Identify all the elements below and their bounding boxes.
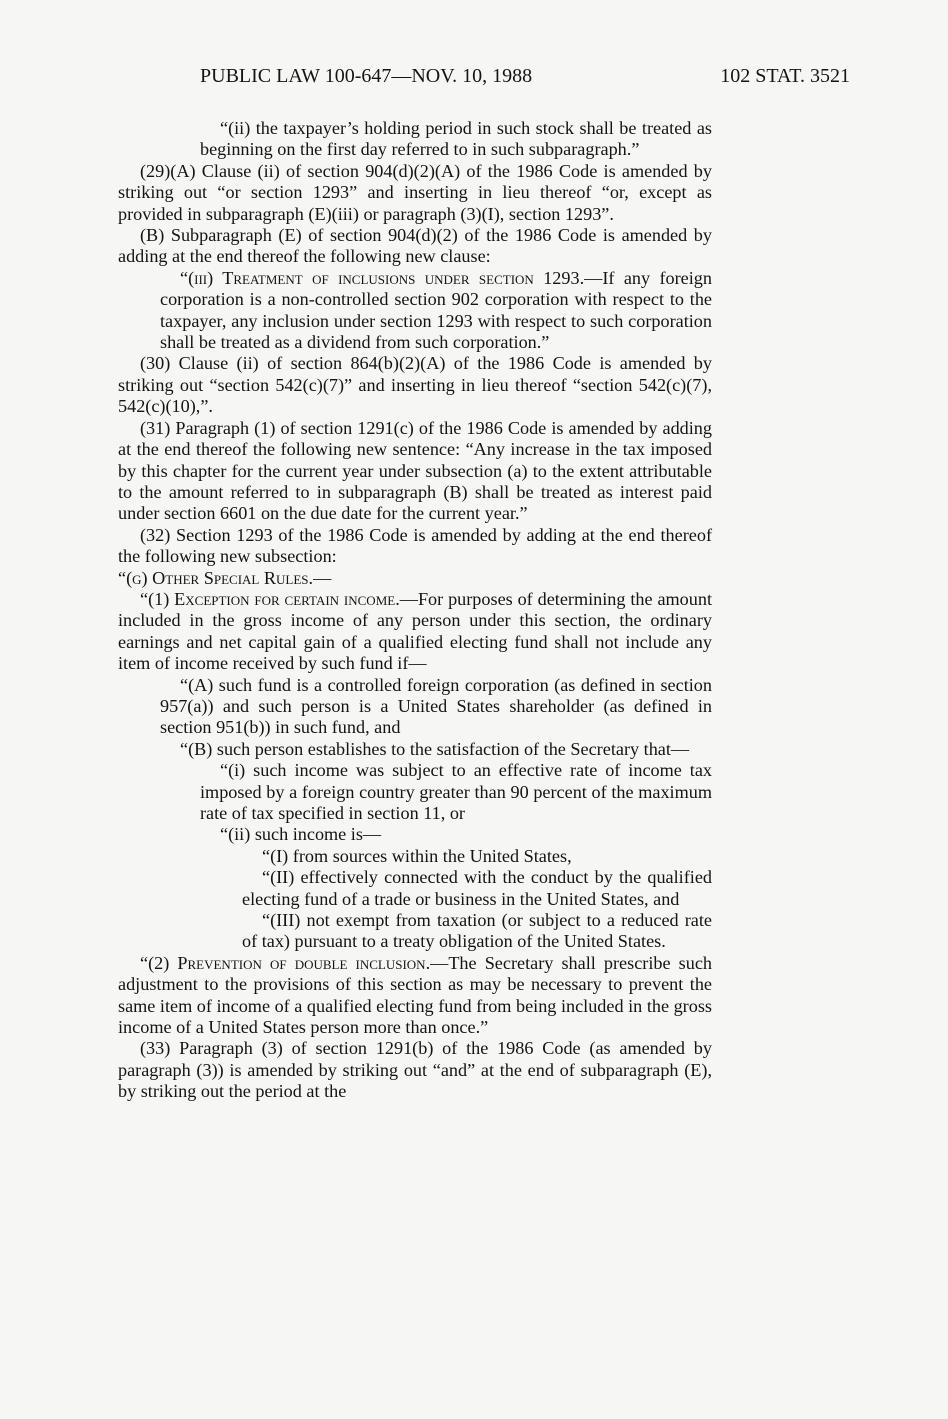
paragraph-33: (33) Paragraph (3) of section 1291(b) of the 1986 Code (as amended by paragraph (3)) is amended by striking out “and” at the end of subparagraph (E), by striking out the period at the [118,1038,712,1102]
paragraph-g1-b-ii-I: “(I) from sources within the United States, [262,845,572,866]
page-header [200,63,850,93]
paragraph-29b: (B) Subparagraph (E) of section 904(d)(2) of the 1986 Code is amended by adding at the end thereof the following new clause: [118,225,712,267]
heading-other-special-rules: “(g) Other Special Rules. [118,567,314,588]
paragraph-g1-b-ii-II: “(II) effectively connected with the conduct by the qualified electing fund of a trade or business in the United States, and [242,867,712,909]
paragraph-clause-ii: “(ii) the taxpayer’s holding period in such stock shall be treated as beginning on the first day referred to in such subparagraph.” [200,118,712,160]
paragraph-29a: (29)(A) Clause (ii) of section 904(d)(2)(A) of the 1986 Code is amended by striking out “or section 1293” and inserting in lieu thereof “or, except as provided in subparagraph (E)(iii) or paragraph (3)(I), section 1293”. [118,160,712,224]
paragraph-g-heading [118,568,712,589]
page-header-title: PUBLIC LAW 100-647—NOV. 10, 1988 [200,65,533,87]
paragraph-g1-a: “(A) such fund is a controlled foreign corporation (as defined in section 957(a)) and such person is a United States shareholder (as defined in section 951(b)) in such fund, and [160,674,712,738]
paragraph-31: (31) Paragraph (1) of section 1291(c) of the 1986 Code is amended by adding at the end thereof the following new sentence: “Any increase in the tax imposed by this chapter for the current year under subsection (a) to the extent attributable to the amount referred to in subparagraph (B) shall be treated as interest paid under section 6601 on the due date for the current year.” [118,417,712,524]
paragraph-32: (32) Section 1293 of the 1986 Code is amended by adding at the end thereof the following new subsection: [118,524,712,567]
paragraph-g-dash: — [313,567,332,588]
paragraph-g1-b-ii-III: “(III) not exempt from taxation (or subject to a reduced rate of tax) pursuant to a treaty obligation of the United States. [242,910,712,952]
heading-exception-for-certain-income: “(1) Exception for certain income. [140,588,400,609]
page-header-statute: 102 STAT. 3521 [720,65,850,87]
document-body [118,118,712,1103]
paragraph-g2-body: —The Secretary shall prescribe such adjustment to the provisions of this section as may be necessary to prevent the same item of income of a qualified electing fund from being included in the gross income of a United States person more than once.” [118,952,712,1038]
paragraph-g2 [118,953,712,1039]
paragraph-g1 [118,589,712,675]
heading-prevention-of-double-inclusion: “(2) Prevention of double inclusion. [140,952,431,973]
paragraph-iii-treatment [118,268,712,354]
heading-treatment-of-inclusions: “(iii) Treatment of inclusions under section 1293. [180,267,585,288]
paragraph-g1-b-i: “(i) such income was subject to an effective rate of income tax imposed by a foreign country greater than 90 percent of the maximum rate of tax specified in section 11, or [200,760,712,823]
paragraph-iii-body: —If any foreign corporation is a non-controlled section 902 corporation with respect to the taxpayer, any inclusion under section 1293 with respect to such corporation shall be treated as a dividend from such corporation.” [160,267,712,353]
paragraph-g1-b-ii: “(ii) such income is— [220,824,382,845]
paragraph-30: (30) Clause (ii) of section 864(b)(2)(A) of the 1986 Code is amended by striking out “section 542(c)(7)” and inserting in lieu thereof “section 542(c)(7), 542(c)(10),”. [118,353,712,417]
paragraph-g1-body: —For purposes of determining the amount included in the gross income of any person under this section, the ordinary earnings and net capital gain of a qualified electing fund shall not include any item of income received by such fund if— [118,588,712,674]
paragraph-g1-b: “(B) such person establishes to the satisfaction of the Secretary that— [180,738,690,759]
